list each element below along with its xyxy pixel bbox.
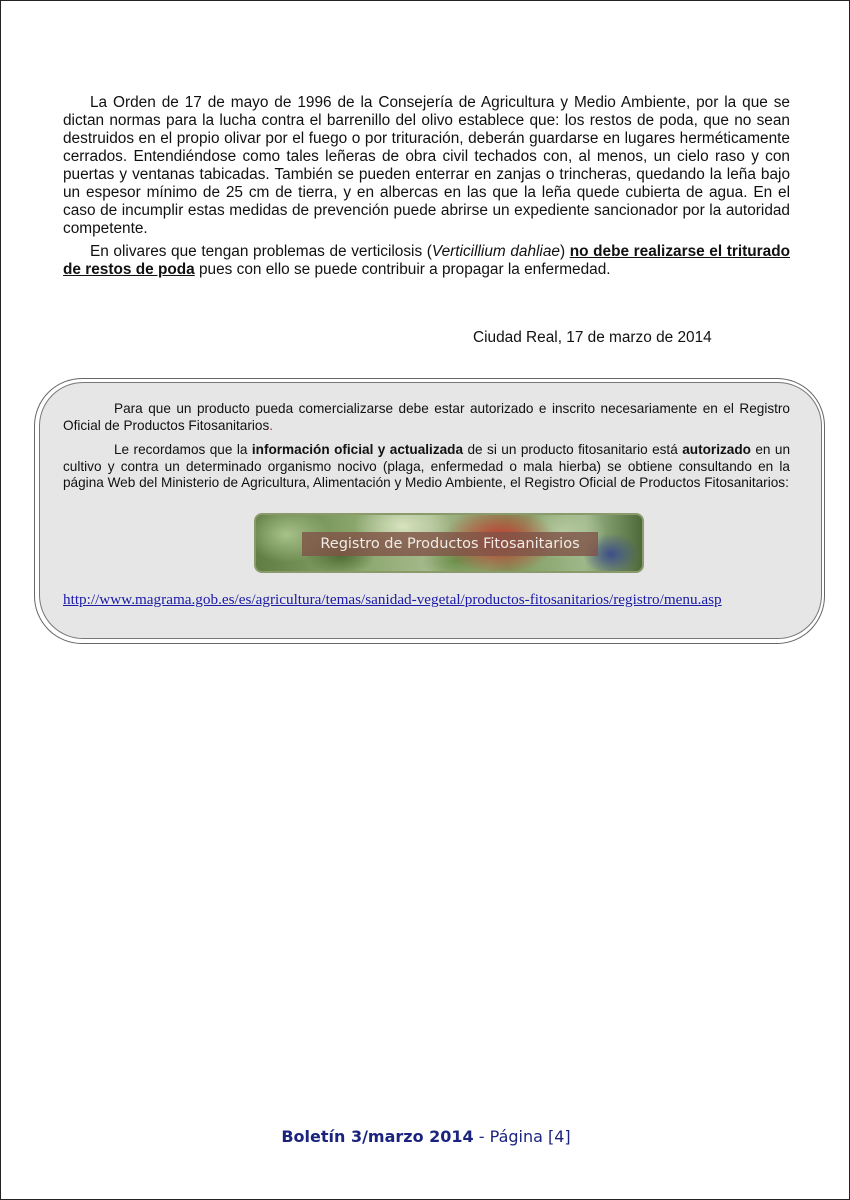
notice-p1-text: Para que un producto pueda comercializarse debe estar autorizado e inscrito necesariamente en el Registro Oficial de Productos Fitosanitarios <box>63 401 790 433</box>
footer-page-number: - Página [4] <box>473 1127 571 1146</box>
article-paragraph-1: La Orden de 17 de mayo de 1996 de la Consejería de Agricultura y Medio Ambiente, por la que se dictan normas para la lucha contra el barrenillo del olivo establece que: los restos de poda, que no sean destruidos en el propio olivar por el fuego o por trituración, deberán guardarse en lugares herméticamente cerrados. Entendiéndose como tales leñeras de obra civil techados con, al menos, un cielo raso y con puertas y ventanas tabicadas. También se pueden enterrar en zanjas o trincheras, quedando la leña bajo un espesor mínimo de 25 cm de tierra, y en albercas en las que la leña quede cubierta de agua. En el caso de incumplir estas medidas de prevención puede abrirse un expediente sancionador por la autoridad competente. <box>63 94 790 237</box>
notice-authorized: autorizado <box>682 442 751 457</box>
notice-p2-a: Le recordamos que la <box>114 442 252 457</box>
notice-text <box>63 401 790 500</box>
paragraph-2-intro: En olivares que tengan problemas de verticilosis ( <box>90 243 432 260</box>
article-body <box>63 94 790 284</box>
notice-p1-period: . <box>269 417 274 433</box>
notice-official-info: información oficial y actualizada <box>251 442 464 457</box>
warning-emphasis: no debe realizarse el triturado de restos de poda <box>63 243 790 278</box>
paragraph-2-end: pues con ello se puede contribuir a propagar la enfermedad. <box>194 261 611 278</box>
paragraph-2-paren: ) <box>559 243 566 260</box>
species-name: Verticillium dahliae <box>431 243 560 260</box>
footer-bulletin: Boletín 3/marzo 2014 <box>281 1127 474 1146</box>
page-footer <box>1 1127 850 1147</box>
registry-banner-label: Registro de Productos Fitosanitarios <box>302 532 598 556</box>
registry-banner-link[interactable] <box>254 513 644 573</box>
notice-paragraph-1 <box>63 401 790 434</box>
registry-url-link[interactable]: http://www.magrama.gob.es/es/agricultura/temas/sanidad-vegetal/productos-fitosanitarios/registro/menu.asp <box>63 591 722 608</box>
article-paragraph-2 <box>63 243 790 279</box>
notice-p2-e: en un cultivo y contra un determinado organismo nocivo (plaga, enfermedad o mala hierba) se obtiene consultando en la página Web del Ministerio de Agricultura, Alimentación y Medio Ambiente, el Registro Oficial de Productos Fitosanitarios: <box>63 442 791 490</box>
place-date: Ciudad Real, 17 de marzo de 2014 <box>473 329 712 346</box>
notice-p2-c: de si un producto fitosanitario está <box>463 442 683 457</box>
notice-paragraph-2 <box>63 442 790 492</box>
